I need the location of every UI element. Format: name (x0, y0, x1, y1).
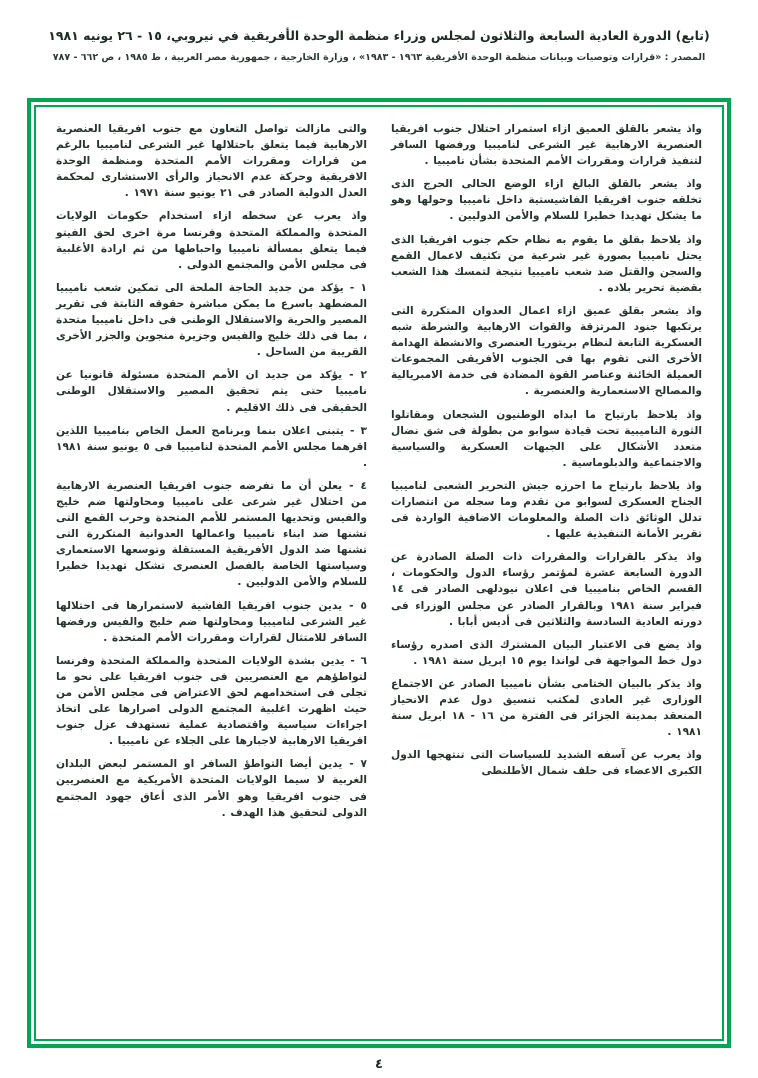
paragraph: ٧ - يدين أيضا التواطؤ السافر او المستمر لبعض البلدان الغربية لا سيما الولايات المتحدة الأمريكية مع العنصريين فى جنوب افريقيا وهو الأمر الذى أعاق جهود المجتمع الدولى لتحقيق هذا الهدف . (56, 758, 367, 819)
column-right (391, 121, 702, 1025)
paragraph: واذ يشعر بالقلق العميق ازاء استمرار احتلال جنوب افريقيا العنصرية الارهابية غير الشرعى لناميبيا ورفضها السافر لتنفيذ قرارات ومقررات الأمم المتحدة بشأن ناميبيا . (391, 123, 702, 168)
paragraph: واذ يعرب عن سخطه ازاء استخدام حكومات الولايات المتحدة والمملكة المتحدة وفرنسا مرة اخرى لحق الفيتو فيما يتعلق بمسألة ناميبيا واحباطها من ثم ارادة الأغلبية فى مجلس الأمن والمجتمع الدولى . (56, 210, 367, 271)
page-header (0, 0, 758, 63)
paragraph: واذ يضع فى الاعتبار البيان المشترك الذى اصدره رؤساء دول خط المواجهة فى لواندا يوم ١٥ ابريل سنة ١٩٨١ . (391, 638, 702, 667)
page-frame (27, 98, 731, 1048)
column-left (56, 121, 367, 1025)
paragraph: واذ يذكر بالقرارات والمقررات ذات الصلة الصادرة عن الدورة السابعة عشرة لمؤتمر رؤساء الدول والحكومات ، القسم الخاص بناميبيا فى اعلان نيودلهى الصادر فى ١٤ فبراير سنة ١٩٨١ وبالقرار الصادر عن مجلس الوزراء فى دورته العادية السادسة والثلاثين فى أديس أبابا . (391, 551, 702, 628)
paragraph: واذ يعرب عن آسفه الشديد للسياسات التى تنتهجها الدول الكبرى الاعضاء فى حلف شمال الأطلنطى (391, 749, 702, 778)
paragraph: ٣ - يتبنى اعلان بنما وبرنامج العمل الخاص بناميبيا اللذين اقرهما مجلس الأمم المتحدة لناميبيا فى ٥ يونيو سنة ١٩٨١ . (56, 424, 367, 469)
paragraph: واذ يلاحظ بارتياح ما ابداه الوطنيون الشجعان ومقاتلوا الثورة الناميبية تحت قيادة سوابو من بطولة فى شق نضال متعدد الأشكال على الجبهات العسكرية والسياسية والاجتماعية والدبلوماسية . (391, 408, 702, 469)
header-title: (تابع) الدورة العادية السابعة والثلاثون لمجلس وزراء منظمة الوحدة الأفريقية في نيروبي، ١٥ - ٢٦ يونيه ١٩٨١ (48, 28, 710, 43)
source-line: المصدر : «قرارات وتوصيات وبيانات منظمة الوحدة الأفريقية ١٩٦٣ - ١٩٨٣» ، وزارة الخارجية ، جمهورية مصر العربية ، ط ١٩٨٥ ، ص ٦٦٢ - ٧٨٧ (52, 52, 706, 63)
paragraph: واذ يلاحظ بارتياح ما احرزه جيش التحرير الشعبى لناميبيا الجناح العسكرى لسوابو من تقدم وما سجله من انتصارات تدلل الوثائق ذات الصلة والمعلومات الاضافية الواردة فى تقرير الأمانة التنفيذية عليها . (391, 479, 702, 541)
paragraph: ١ - يؤكد من جديد الحاجة الملحة الى تمكين شعب ناميبيا المضطهد باسرع ما يمكن مباشرة حقوقه الثابتة فى تقرير المصير والحرية والاستقلال الوطنى فى داخل ناميبيا متحدة ، بما فى ذلك خليج والفيس وجزيرة منجوين والجزر الأخرى القريبة من الساحل . (56, 281, 367, 359)
page-frame-inner (34, 105, 724, 1041)
paragraph: واذ يلاحظ بقلق ما يقوم به نظام حكم جنوب افريقيا الذى يحتل ناميبيا بصورة غير شرعية من تكثيف لاعمال القمع والسجن والقتل ضد شعب ناميبيا نتيجة لتمسك هذا الشعب بقضية تحرير بلاده . (391, 233, 702, 294)
text-columns (56, 121, 702, 1025)
paragraph: ٥ - يدين جنوب افريقيا الفاشية لاستمرارها فى احتلالها غير الشرعى لناميبيا ومحاولتها ضم خليج والفيس ورفضها السافر للامتثال لقرارات ومقررات الأمم المتحدة . (56, 599, 367, 644)
paragraph: ٢ - يؤكد من جديد ان الأمم المتحدة مسئولة قانونيا عن ناميبيا حتى يتم تحقيق المصير والاستقلال الوطنى الحقيقى فى ذلك الاقليم . (56, 369, 367, 414)
paragraph: ٤ - يعلن أن ما تفرضه جنوب افريقيا العنصرية الارهابية من احتلال غير شرعى على ناميبيا ومحاولتها ضم خليج والفيس وتحديها المستمر للأمم المتحدة وحرب القمع التى تشنها ضد ابناء ناميبيا واعمالها العدوانية المتكررة التى تشنها ضد الدول الأفريقية المستقلة وتوسعها الاستعمارى وسياستها الخاصة بالفصل العنصرى تشكل تهديدا خطيرا للسلام والأمن الدوليين . (56, 479, 367, 589)
paragraph: ٦ - يدين بشدة الولايات المتحدة والمملكة المتحدة وفرنسا لتواطؤهم مع العنصريين فى جنوب افريقيا على نحو ما تجلى فى استخدامهم لحق الاعتراض فى مجلس الأمن من حيث اظهرت اغلبية المجتمع الدولى اصرارها على اتخاذ اجراءات سياسية واقتصادية عملية تستهدف عزل جنوب افريقيا الارهابية لاجبارها على الجلاء عن ناميبيا . (56, 654, 367, 748)
paragraph: واذ يشعر بقلق عميق ازاء اعمال العدوان المتكررة التى يرتكبها جنود المرتزقة والقوات الارهابية والشرطة شبه العسكرية التابعة لنظام بريتوريا العنصرى والانشطة الهدامة الأخرى التى تقوم بها فى الجنوب الأفريقى المجموعات العميلة الخائنة وعناصر القوة المضادة فى خدمة الامبريالية والمصالح الاستعمارية والعنصرية . (391, 304, 702, 398)
paragraph: واذ يشعر بالقلق البالغ ازاء الوضع الحالى الحرج الذى تخلقه جنوب افريقيا الفاشيستية داخل ناميبيا وحولها وهو ما يشكل تهديدا خطيرا للسلام والأمن الدوليين . (391, 178, 702, 223)
paragraph: والتى مازالت تواصل التعاون مع جنوب افريقيا العنصرية الارهابية فيما يتعلق باحتلالها غير الشرعى لناميبيا بالرغم من قرارات ومقررات الأمم المتحدة ومنظمة الوحدة الافريقية وحركة عدم الانحياز والرأى الاستشارى لمحكمة العدل الدولية الصادر فى ٢١ يونيو سنة ١٩٧١ . (56, 123, 367, 200)
page-number: ٤ (375, 1057, 383, 1072)
paragraph: واذ يذكر بالبيان الختامى بشأن ناميبيا الصادر عن الاجتماع الوزارى غير العادى لمكتب تنسيق دول عدم الانحياز المنعقد بمدينة الجزائر فى الفترة من ١٦ - ١٨ ابريل سنة ١٩٨١ . (391, 677, 702, 739)
